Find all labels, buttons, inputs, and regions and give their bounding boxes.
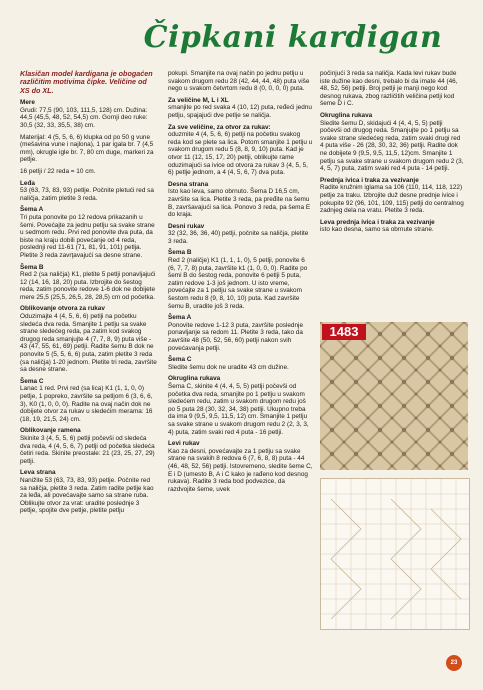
paragraph-text: Radite kružnim iglama sa 106 (110, 114, 118, 122) petlje za traku. Izbrojite duž desne prednje ivice i pokupite 92 (96, 101, 109, 115) petlji do centralnog zadnjeg dela na vratu. Pletite 3 reda. (320, 184, 464, 215)
paragraph (20, 168, 158, 176)
paragraph (20, 206, 158, 259)
paragraph-text: Ponovite redove 1-12 3 puta, završite poslednje ponavljanje sa redom 11. Pletite 3 reda, tako da završite 48 (50, 52, 56, 60) petlji nakon svih povećavanja petlji. (168, 321, 303, 352)
section-heading: Leva prednja ivica i traka za vezivanje (320, 218, 435, 226)
section-heading: Oblikovanje ramena (20, 427, 81, 435)
paragraph (168, 223, 313, 246)
column-2 (168, 70, 313, 497)
paragraph-text: Kao za desni, povećavajte za 1 petlju sa svake strane na svakih 8 redova 6 (7, 6, 8, 8) puta - 44 (46, 48, 52, 56) petlji. Istovremeno, sledite šeme C, E i D (umesto B, A i C kako je rađeno kod desnog rukava). Radite 3 reda bod podvezice, da razdvojite šeme, uvek (168, 447, 313, 493)
paragraph (20, 469, 158, 515)
chart-grid (321, 479, 469, 629)
paragraph-text: Isto kao leva, samo obrnuto. Šema D 16,5 cm, završite sa lica. Pletite 3 reda, pa pređite na šemu B, završavajući sa lica. Ponovo 3 reda, pa šema E do kraja. (168, 188, 311, 219)
section-heading: Leva strana (20, 469, 56, 477)
section-heading: Prednja ivica i traka za vezivanje (320, 176, 419, 184)
paragraph-text: Šema C, skinite 4 (4, 4, 5, 5) petlji počevši od početka dva reda, smanjite po 1 petlju u svakom sledećem redu, zatim u svakom drugom redu još po 5 puta 28 (30, 32, 34, 38) petlji. Ukupno treba da ima 9 (9,5, 9,5, 11,5, 12) cm. Smanjite 1 petlju sa svake strane u svakom drugom redu 2 (2, 3, 3, 4) puta, zatim svaki red 4 puta - 16 petlji. (168, 382, 309, 436)
paragraph-text: Red 2 (naličje) K1 (1, 1, 1, 0), 5 petlji, ponovite 6 (6, 7, 7, 8) puta, završite k1 (1, 0, 0, 0). Radite po šemi B do šestog reda, ponovite 6 petlji 5 puta, zatim redove 1-3 još jednom. U isto vreme, povećajte za 1 petlju sa svake strane u svakom šestom redu 8 (9, 8, 10, 10) puta. Kad završite šemu B, uradite još 3 reda. (168, 257, 308, 310)
paragraph (168, 70, 313, 93)
paragraph-text: Materijal: 4 (5, 5, 6, 6) klupka od po 50 g vune (mešavina vune i najlona), 1 par igala br. 7 (4,5 mm), okrugle igle br. 7, 80 cm duge, markeri za petlje. (20, 133, 154, 164)
paragraph (320, 219, 465, 234)
column-3 (320, 70, 465, 238)
section-heading: Okruglina rukava (320, 111, 373, 119)
section-heading: Za sve veličine, za otvor za rukav: (168, 123, 271, 131)
knitting-chart (320, 478, 470, 630)
section-heading: Leđa (20, 179, 35, 187)
paragraph (20, 427, 158, 465)
section-heading: Šema C (20, 377, 44, 385)
section-heading: Šema A (168, 314, 192, 322)
column-2-body (168, 70, 313, 493)
page-number: 23 (446, 655, 462, 671)
paragraph (20, 305, 158, 373)
page-title: Čipkani kardigan (143, 20, 443, 55)
section-heading: Šema B (168, 249, 192, 257)
paragraph-text: počinjući 3 reda sa naličja. Kada levi rukav bude iste dužine kao desni, trebalo bi da imate 44 (46, 48, 52, 56) petlji. Broj petlji je manji nego kod desnog rukava, zbog različitih veličina petlji kod šeme D i C. (320, 70, 458, 108)
section-heading: Levi rukav (168, 440, 200, 448)
paragraph-text: Skinite 3 (4, 5, 5, 6) petlji počevši od sledeća dva reda, 4 (4, 5, 6, 7) petlji od početka sledeća četiri reda. Skinite preostale: 21 (23, 25, 27, 29) petlji. (20, 434, 155, 465)
paragraph (320, 70, 465, 108)
paragraph (20, 378, 158, 424)
section-heading: Šema C (168, 356, 192, 364)
paragraph-text: Red 2 (sa naličja) K1, pletite 5 petlji ponavljajući 12 (14, 16, 18, 20) puta. Izbrojite do šestog reda, zatim ponovite redove 1-6 dok ne dobijete mere 25,5 (25,5, 26,5, 28, 28,5) cm od početka. (20, 271, 156, 301)
paragraph (168, 124, 313, 177)
intro-text: Klasičan model kardigana je obogaćen različitim motivima čipke. Veličine od XS do XL. (20, 69, 153, 95)
paragraph (20, 134, 158, 164)
column-1-body (20, 99, 158, 515)
paragraph (168, 181, 313, 219)
paragraph-text: Sledite šemu dok ne uradite 43 cm dužine. (168, 363, 289, 371)
pattern-number-badge: 1483 (322, 324, 366, 340)
paragraph (20, 180, 158, 203)
lace-swatch-photo (320, 322, 468, 470)
section-heading: Šema A (20, 206, 44, 214)
paragraph (320, 177, 465, 215)
paragraph-text: Lanac 1 red. Prvi red (sa lica) K1 (1, 1, 0, 0) petlje, 1 popreko, završite sa petljom 6 (3, 6, 6, 3), K0 (1, 0, 0, 0). Radite na ovaj način dok ne dobijete otvor za rukav u sledećim merama: 16 (18, 19, 21,5, 24) cm. (20, 385, 153, 423)
paragraph-text: 16 petlji / 22 reda = 10 cm. (20, 167, 96, 175)
section-heading: Desna strana (168, 180, 209, 188)
paragraph-text: pokupi. Smanjite na ovaj način po jednu petlju u svakom drugom redu 28 (42, 44, 44, 48) puta više nego u svakom četvrtom redu 8 (0, 0, 0, 0) puta. (168, 70, 310, 93)
paragraph-text: Oduzimajte 4 (4, 5, 6, 6) petlji na početku sledeća dva reda. Smanjite 1 petlju sa svake strane sledećeg reda, pa zatim kod svakog drugog reda smanjujte 4 (7, 7, 8, 9) puta više - 43 (47, 55, 61, 69) petlji. Radite šemu B dok ne ponovite 5 (5, 5, 6, 6) puta, zatim pletite 3 reda (sa naličja) 1-20 jednom. Pletite tri reda, završite sa desne strane. (20, 313, 157, 374)
paragraph (168, 249, 313, 310)
paragraph-text: 32 (32, 36, 36, 40) petlji, počnite sa naličja, pletite 3 reda. (168, 230, 309, 245)
section-heading: Oblikovanje otvora za rukav (20, 305, 105, 313)
column-3-body (320, 70, 465, 234)
paragraph (320, 112, 465, 173)
paragraph-text: isto kao desna, samo sa obrnute strane. (320, 226, 434, 234)
paragraph (168, 97, 313, 120)
paragraph-text: Nanižite 53 (63, 73, 83, 93) petlje. Počnite red sa naličja, pletite 3 reda. Zatim radite petlje kao za leđa, ali povećavajte samo sa strane ruba. Oblikujte otvor za vrat: uradite poslednje 3 petlje, spojite dve petlje, pletite petlju (20, 476, 154, 515)
section-heading: Desni rukav (168, 222, 205, 230)
paragraph-text: Tri puta ponovite po 12 redova prikazanih u šemi. Povećajte za jednu petlju sa svake strane u sedmom redu. Prvi red ponovite dva puta, da biste na kraju dobili povećanje od 4 reda, poslednji red 11-61 (71, 81, 91, 101) petlja. Pletite 3 reda zavrţavajući sa desne strane. (20, 213, 155, 259)
paragraph-text: Sledite šemu D, skidajući 4 (4, 4, 5, 5) petlji počevši od drugog reda. Smanjujte po 1 petlju sa svake strane sledećeg reda, zatim svaki drugi red 4 puta više - 26 (28, 30, 32, 36) petlji. Radite dok ne dobijete 9 (9,5, 9,5, 11,5, 12)cm. Smanjite 1 petlju sa svake strane u svakom drugom redu 2 (3, 4, 5, 7) puta, zatim svaki red 4 puta - 14 petlji. (320, 119, 464, 173)
paragraph (168, 375, 313, 436)
paragraph (168, 440, 313, 493)
column-1 (20, 70, 158, 519)
paragraph (168, 314, 313, 352)
section-heading: Za veličine M, L i XL (168, 96, 229, 104)
section-heading: Šema B (20, 263, 44, 271)
section-heading: Mere (20, 99, 35, 107)
paragraph-text: smanjite po red svaka 4 (10, 12) puta, ređeći jednu petlju, spajajući dve petlje se naličja. (168, 104, 312, 119)
paragraph-text: 53 (63, 73, 83, 93) petlje. Počnite pletući red sa naličja, zatim pletite 3 reda. (20, 187, 154, 202)
paragraph-text: oduzmite 4 (4, 5, 6, 6) petlji na početku svakog reda kod se plete sa lica. Potom smanjite 1 petlju u svakom drugom redu 5 (8, 8, 9, 10) puta. Kad je otvor 11 (12, 15, 17, 20) petlji, oblikujte rame oduzimajući sa ivice od otvora za rukav 3 (4, 5, 5, 6) petlje jednom, a 4 (4, 5, 6, 7) dva puta. (168, 131, 313, 177)
paragraph-text: Grudi: 77,5 (90, 103, 111,5, 128) cm. Dužina: 44,5 (45,5, 48, 52, 54,5) cm. Gornji deo ruke: 30,5 (32, 33, 35,5, 38) cm. (20, 106, 148, 129)
lace-pattern (320, 322, 468, 470)
paragraph (168, 356, 313, 371)
paragraph (20, 264, 158, 302)
section-heading: Okruglina rukava (168, 375, 221, 383)
paragraph (20, 99, 158, 129)
